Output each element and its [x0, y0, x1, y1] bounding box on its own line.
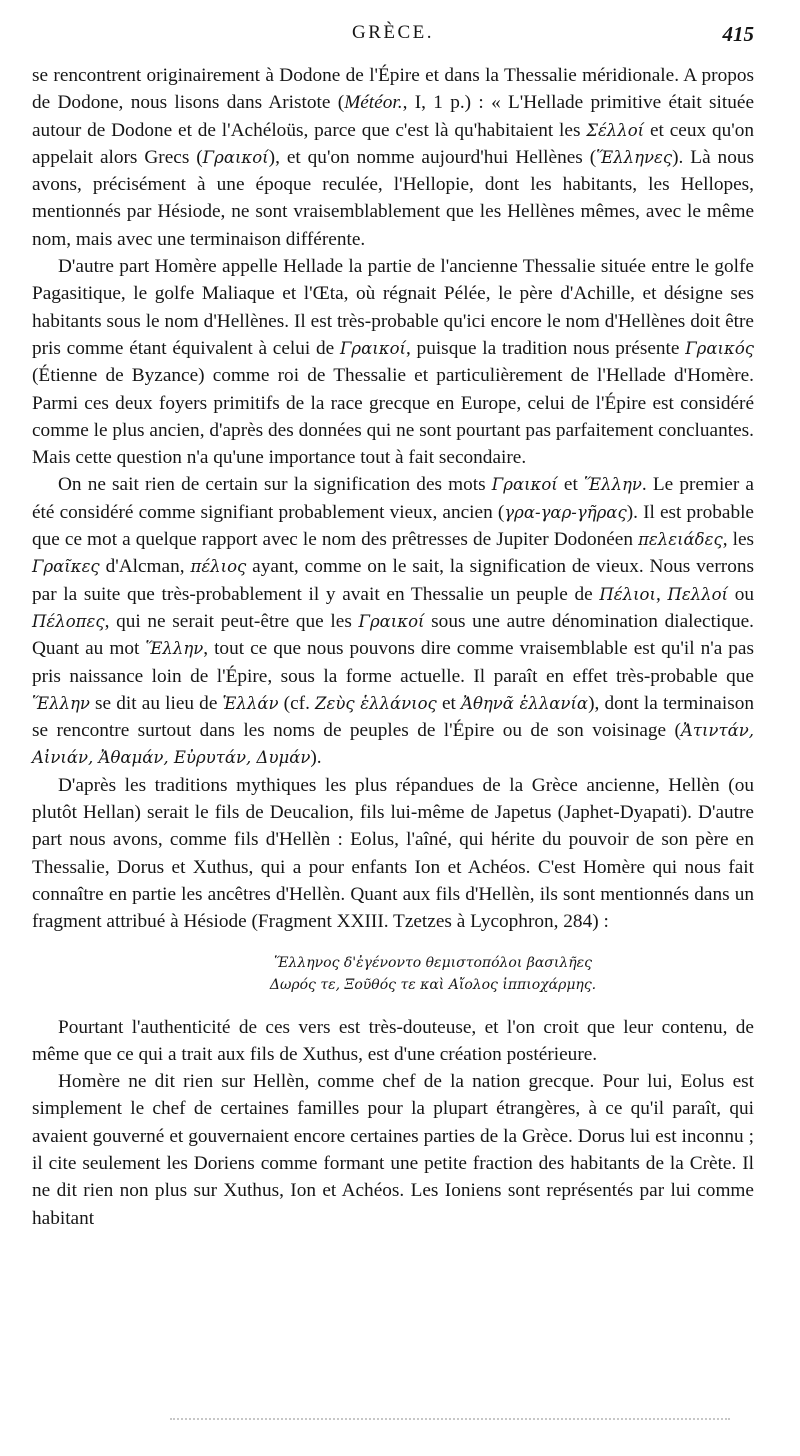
- greek-word: Γραικοί: [202, 147, 269, 167]
- text: . Le premier a été considéré comme signifiant probablement vieux, ancien (: [32, 474, 754, 523]
- text: D'autre part Homère appelle Hellade la partie de l'ancienne Thessalie située entre le golfe Pagasitique, le golfe Maliaque et l'Œta, où régnait Pélée, le père d'Achille, et désigne ses habitants sous le nom d'Hellènes. Il est très-probable qu'ici encore le nom d'Hellènes doit être pris comme étant équivalent à celui de: [32, 256, 754, 359]
- text: d'Alcman,: [99, 556, 191, 578]
- greek-word: Πελλοί: [667, 584, 729, 604]
- text: ,: [655, 583, 668, 605]
- page-body: [32, 62, 754, 1232]
- greek-word: Ἕλλην: [32, 693, 90, 713]
- greek-word: γρα-γαρ-γῆρας: [504, 502, 627, 522]
- text: (cf.: [278, 692, 316, 714]
- text: , tout ce que nous pouvons dire comme vraisemblable est qu'il n'a pas pris naissance loin de l'Épire, sous la forme actuelle. Il paraît en effet très-probable que: [32, 638, 754, 687]
- running-title: GRÈCE.: [351, 22, 435, 43]
- text: ou: [728, 583, 755, 605]
- bottom-margin-marks: [170, 1418, 730, 1428]
- paragraph-6: [32, 1068, 754, 1232]
- text: On ne sait rien de certain sur la signification des mots: [58, 474, 492, 496]
- text: Pourtant l'authenticité de ces vers est très-douteuse, et l'on croit que leur contenu, de même que ce qui a trait aux fils de Xuthus, est d'une création postérieure.: [32, 1016, 754, 1065]
- text: Homère ne dit rien sur Hellèn, comme chef de la nation grecque. Pour lui, Eolus est simplement le chef de certaines familles pour la plupart étrangères, à ce qu'il paraît, qui avaient gouverné et gouvernaient encore certaines parties de la Grèce. Dorus lui est inconnu ; il cite seulement les Doriens comme formant une petite fraction des habitants de la Crète. Il ne dit rien non plus sur Xuthus, Ion et Achéos. Les Ioniens sont représentés par lui comme habitant: [32, 1071, 754, 1229]
- text: , puisque la tradition nous présente: [405, 337, 686, 359]
- text: et: [557, 474, 584, 496]
- running-header: [32, 22, 754, 52]
- text: (Étienne de Byzance) comme roi de Thessalie et particulièrement de l'Hellade d'Homère. Parmi ces deux foyers primitifs de la race grecque en Europe, celui de l'Épire est considéré comme le plus ancien, d'après des données qui ne sont pourtant pas parfaitement concluantes. Mais cette question n'a qu'une importance tout à fait secondaire.: [32, 365, 754, 469]
- verse-line: Ἕλληνος δ'ἐγένοντο θεμιστοπόλοι βασιλῆες: [274, 954, 592, 971]
- paragraph-3: [32, 471, 754, 771]
- paragraph-4: [32, 772, 754, 936]
- verse-quotation: [32, 952, 754, 996]
- text: ayant, comme on le sait, la signification de vieux. Nous verrons par la suite que très-probablement il y avait en Thessalie un peuple de: [32, 556, 754, 605]
- citation-title: Météor.: [344, 92, 403, 114]
- text: , I, 1 p.) : « L'Hellade primitive était située autour de Dodone et de l'Achéloüs, parce que c'est là qu'habitaient les: [32, 92, 755, 141]
- greek-word: Γραικοί: [491, 475, 558, 495]
- greek-word: Γραικοί: [358, 611, 425, 631]
- greek-word: πελειάδες: [638, 530, 723, 550]
- greek-word: Σέλλοί: [586, 120, 645, 140]
- text: se dit au lieu de: [89, 692, 223, 714]
- text: sous une autre dénomination dialectique. Quant au mot: [32, 610, 754, 660]
- greek-word: Ζεὺς ἑλλάνιος: [315, 693, 437, 713]
- text: , les: [722, 529, 755, 551]
- greek-word: Ἕλληνες: [596, 147, 673, 167]
- text: se rencontrent originairement à Dodone de l'Épire et dans la Thessalie méridionale. A propos de Dodone, nous lisons dans Aristote (: [32, 65, 754, 114]
- greek-word: Γραικοί: [339, 338, 406, 358]
- greek-word: Ἑλλάν: [222, 693, 279, 713]
- greek-word: Γραῖκες: [32, 557, 100, 577]
- verse-line: Δωρός τε, Ξοῦθός τε καὶ Αἴολος ἱππιοχάρμης.: [269, 976, 597, 993]
- paragraph-2: [32, 253, 754, 471]
- text: ), et qu'on nomme aujourd'hui Hellènes (: [268, 146, 597, 168]
- text: ).: [310, 747, 322, 769]
- text: ). Il est probable que ce mot a quelque rapport avec le nom des prêtresses de Jupiter Dodonéen: [32, 501, 754, 551]
- paragraph-5: [32, 1014, 754, 1069]
- greek-word: Ἀθηνᾶ ἑλλανία: [461, 693, 589, 713]
- greek-word: Γραικός: [685, 338, 754, 358]
- text: , qui ne serait peut-être que les: [104, 610, 359, 632]
- text: ), dont la terminaison se rencontre surtout dans les noms de peuples de l'Épire ou de son voisinage (: [32, 692, 754, 742]
- greek-word: Πέλιοι: [599, 584, 656, 604]
- greek-word: Ἕλλην: [145, 639, 204, 659]
- greek-word: Ἕλλην: [583, 475, 642, 495]
- text: D'après les traditions mythiques les plus répandues de la Grèce ancienne, Hellèn (ou plutôt Hellan) serait le fils de Deucalion, fils lui-même de Japetus (Japhet-Dyapati). D'autre part nous avons, comme fils d'Hellèn : Eolus, l'aîné, qui hérite du pouvoir de son père en Thessalie, Dorus et Xuthus, qui a pour enfants Ion et Achéos. C'est Homère qui nous fait connaître en partie les ancêtres d'Hellèn. Quant aux fils d'Hellèn, ils sont mentionnés dans un fragment attribué à Hésiode (Fragment XXIII. Tzetzes à Lycophron, 284) :: [32, 774, 754, 933]
- greek-word: Ἀτιντάν, Αἰνιάν, Ἀθαμάν, Εὐρυτάν, Δυμάν: [32, 721, 754, 768]
- greek-word: Πέλοπες: [32, 611, 105, 631]
- greek-word: πέλιος: [190, 557, 247, 577]
- text: et: [436, 692, 462, 714]
- paragraph-1: [32, 62, 754, 253]
- text: et ceux qu'on appelait alors Grecs (: [32, 119, 754, 168]
- text: ). Là nous avons, précisément à une époque reculée, l'Hellopie, dont les habitants, les Hellopes, mentionnés par Hésiode, ne sont vraisemblablement que les Hellènes mêmes, avec le même nom, mais avec une terminaison différente.: [32, 146, 754, 250]
- page-number: 415: [722, 22, 754, 46]
